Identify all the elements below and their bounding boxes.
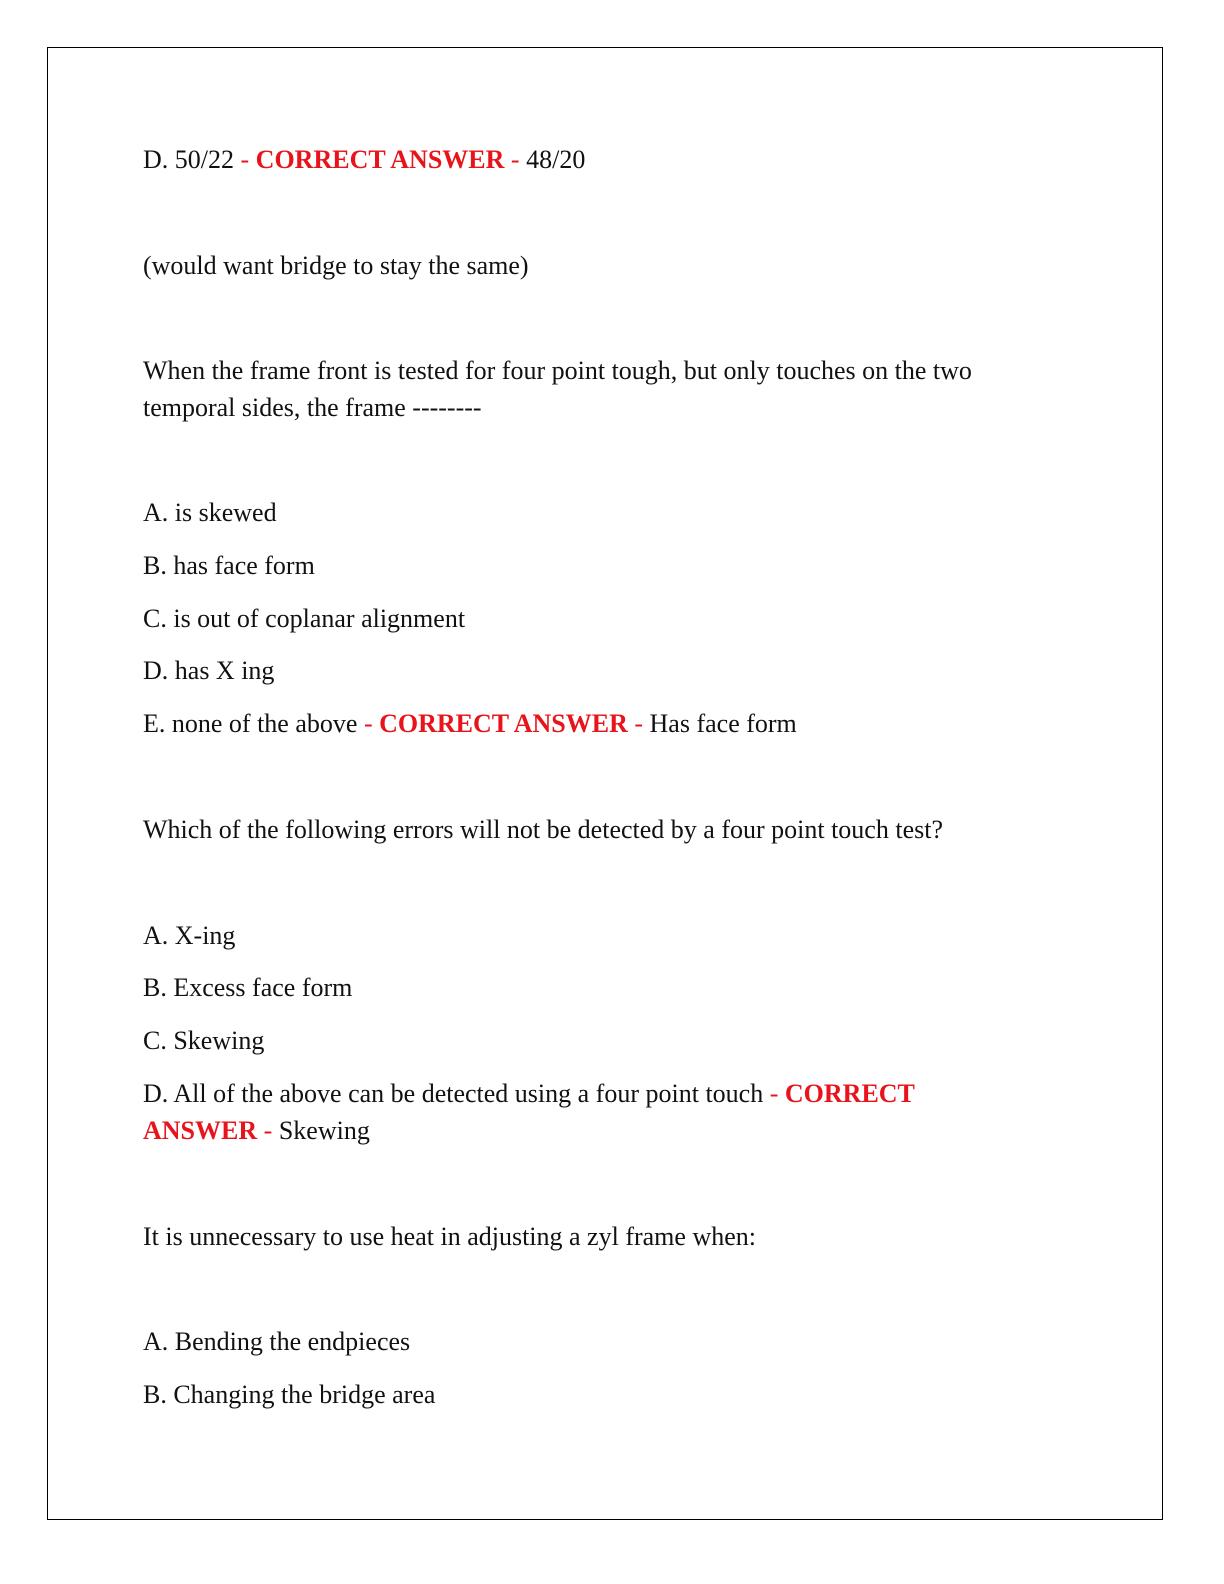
correct-answer-label: CORRECT ANSWER [255, 145, 505, 174]
q0-note: (would want bridge to stay the same) [143, 251, 529, 280]
separator: - [504, 145, 527, 174]
answer-text: Skewing [278, 1116, 370, 1145]
q2-question: Which of the following errors will not be detected by a four point touch test? [143, 815, 943, 844]
q3-option-a: A. Bending the endpieces [143, 1327, 411, 1356]
q1-option-a: A. is skewed [143, 498, 277, 527]
q1-option-d: D. has X ing [143, 656, 275, 685]
separator: - [357, 709, 380, 738]
q2-option-a: A. X-ing [143, 921, 236, 950]
answer-text: Has face form [649, 709, 797, 738]
q3-option-b: B. Changing the bridge area [143, 1380, 436, 1409]
answer-text: 48/20 [526, 145, 586, 174]
separator: - [257, 1116, 279, 1145]
correct-answer-label: CORRECT ANSWER [379, 709, 628, 738]
separator: - [627, 709, 650, 738]
q1-option-e: E. none of the above - CORRECT ANSWER - Has face form [143, 709, 797, 738]
q1-option-b: B. has face form [143, 551, 315, 580]
q2-option-b: B. Excess face form [143, 973, 353, 1002]
correct-answer-label-part-2: ANSWER [143, 1116, 258, 1145]
q1-question-line-1: When the frame front is tested for four point tough, but only touches on the two [143, 356, 972, 385]
correct-answer-label-part-1: CORRECT [784, 1079, 915, 1108]
q1-question-line-2: temporal sides, the frame -------- [143, 393, 482, 422]
separator: - [234, 145, 256, 174]
q2-option-d: D. All of the above can be detected using a four point touch - CORRECT [143, 1079, 915, 1108]
q2-option-c: C. Skewing [143, 1026, 265, 1055]
q0-option-d: D. 50/22 - CORRECT ANSWER - 48/20 [143, 145, 586, 174]
separator: - [763, 1079, 785, 1108]
q2-option-d-continued [143, 1112, 370, 1149]
q3-question: It is unnecessary to use heat in adjusting a zyl frame when: [143, 1222, 756, 1251]
q1-option-c: C. is out of coplanar alignment [143, 604, 466, 633]
